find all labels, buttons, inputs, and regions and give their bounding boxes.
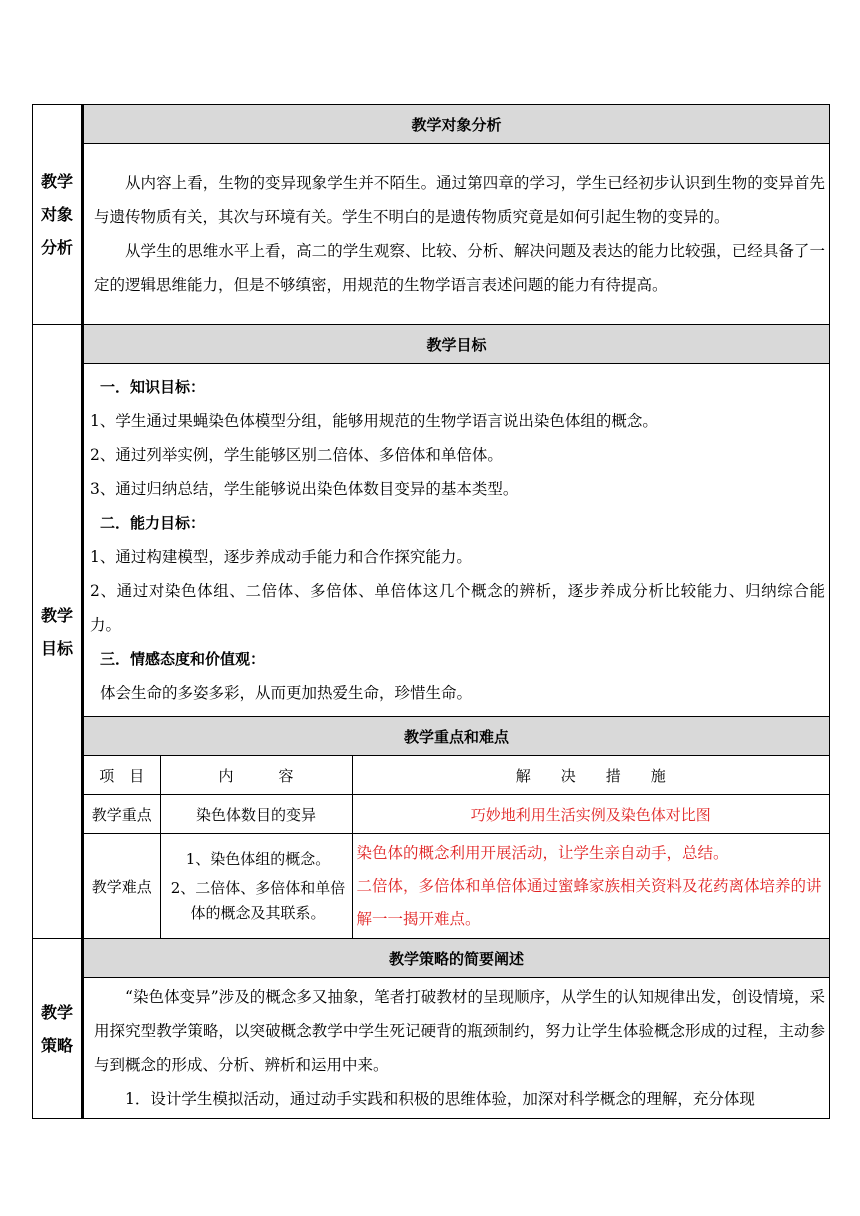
knowledge-title: 一．知识目标： xyxy=(100,378,206,396)
section-label-goals: 教学 目标 xyxy=(33,325,83,939)
analysis-body xyxy=(83,144,830,325)
col-header-item: 项 目 xyxy=(84,756,160,795)
col-header-solution: 解 决 措 施 xyxy=(352,756,829,795)
ability-item: 1、通过构建模型，逐步养成动手能力和合作探究能力。 xyxy=(90,548,472,566)
lesson-plan-table xyxy=(32,104,830,1119)
knowledge-item: 1、学生通过果蝇染色体模型分组，能够用规范的生物学语言说出染色体组的概念。 xyxy=(90,412,658,430)
paragraph: 1．设计学生模拟活动，通过动手实践和积极的思维体验，加深对科学概念的理解，充分体现 xyxy=(125,1090,755,1108)
section-label-strategy: 教学 策略 xyxy=(33,939,83,1119)
key-points-table xyxy=(84,756,829,938)
key-content: 染色体数目的变异 xyxy=(160,795,352,834)
knowledge-item: 3、通过归纳总结，学生能够说出染色体数目变异的基本类型。 xyxy=(90,480,519,498)
goals-body xyxy=(83,364,830,717)
key-solution: 巧妙地利用生活实例及染色体对比图 xyxy=(352,795,829,834)
paragraph: 从内容上看，生物的变异现象学生并不陌生。通过第四章的学习，学生已经初步认识到生物的变异首先与遗传物质有关，其次与环境有关。学生不明白的是遗传物质究竟是如何引起生物的变异的。 xyxy=(94,174,825,226)
knowledge-item: 2、通过列举实例，学生能够区别二倍体、多倍体和单倍体。 xyxy=(90,446,503,464)
section-header-goals: 教学目标 xyxy=(83,325,830,364)
difficulty-content: 1、染色体组的概念。 2、二倍体、多倍体和单倍体的概念及其联系。 xyxy=(160,834,352,939)
section-label-analysis: 教学 对象 分析 xyxy=(33,105,83,325)
ability-item: 2、通过对染色体组、二倍体、多倍体、单倍体这几个概念的辨析，逐步养成分析比较能力、归纳综合能力。 xyxy=(90,582,825,634)
col-header-content: 内 容 xyxy=(160,756,352,795)
lesson-plan-document xyxy=(32,104,829,1119)
emotion-text: 体会生命的多姿多彩，从而更加热爱生命，珍惜生命。 xyxy=(100,684,473,702)
section-header-analysis: 教学对象分析 xyxy=(83,105,830,144)
emotion-title: 三．情感态度和价值观： xyxy=(100,650,266,668)
ability-title: 二．能力目标： xyxy=(100,514,206,532)
section-header-strategy: 教学策略的简要阐述 xyxy=(83,939,830,978)
key-points-cell xyxy=(83,756,830,939)
difficulty-label: 教学难点 xyxy=(84,834,160,939)
paragraph: 从学生的思维水平上看，高二的学生观察、比较、分析、解决问题及表达的能力比较强，已经具备了一定的逻辑思维能力，但是不够缜密，用规范的生物学语言表述问题的能力有待提高。 xyxy=(94,242,825,294)
section-header-key-points: 教学重点和难点 xyxy=(83,717,830,756)
paragraph: “染色体变异”涉及的概念多又抽象，笔者打破教材的呈现顺序，从学生的认知规律出发，创设情境，采用探究型教学策略，以突破概念教学中学生死记硬背的瓶颈制约，努力让学生体验概念形成的过程，主动参与到概念的形成、分析、辨析和运用中来。 xyxy=(94,988,825,1074)
strategy-body xyxy=(83,978,830,1119)
key-label: 教学重点 xyxy=(84,795,160,834)
difficulty-solution: 染色体的概念利用开展活动，让学生亲自动手，总结。 二倍体，多倍体和单倍体通过蜜蜂家族相关资料及花药离体培养的讲解一一揭开难点。 xyxy=(352,834,829,939)
